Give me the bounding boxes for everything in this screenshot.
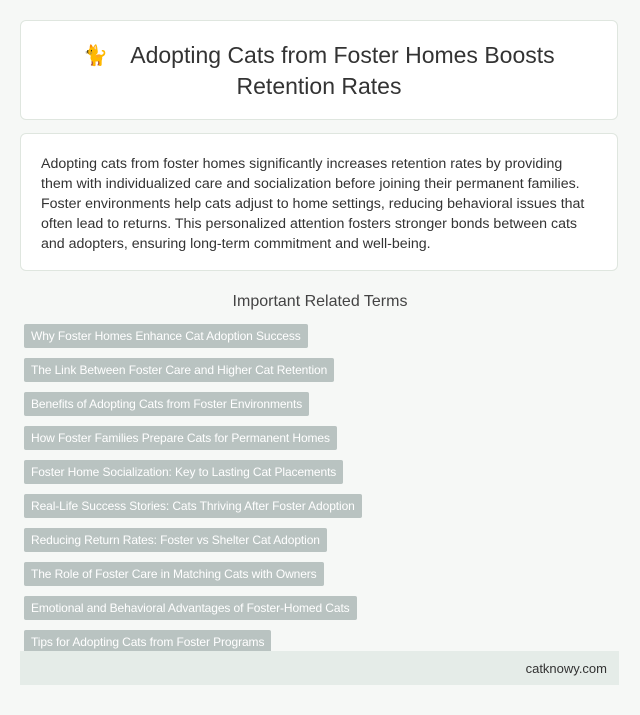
footer <box>20 651 619 685</box>
summary-text: Adopting cats from foster homes significantly increases retention rates by providing them with individualized care and socialization before joining their permanent families. Foster environments help cats adjust to home settings, reducing behavioral issues that often lead to returns. This personalized attention fosters stronger bonds between cats and adopters, ensuring long-term commitment and well-being. <box>41 156 585 252</box>
page-title-text: Adopting Cats from Foster Homes Boosts Retention Rates <box>130 41 555 99</box>
related-term-tag[interactable]: The Link Between Foster Care and Higher Cat Retention <box>24 358 334 382</box>
related-term-tag[interactable]: Tips for Adopting Cats from Foster Programs <box>24 630 271 654</box>
related-term-tag[interactable]: Benefits of Adopting Cats from Foster Environments <box>24 392 309 416</box>
cat-icon: 🐈 <box>83 44 109 67</box>
related-term-tag[interactable]: Foster Home Socialization: Key to Lasting Cat Placements <box>24 460 343 484</box>
related-term-tag[interactable]: The Role of Foster Care in Matching Cats with Owners <box>24 562 324 586</box>
page-title <box>59 40 579 101</box>
related-term-tag[interactable]: Why Foster Homes Enhance Cat Adoption Success <box>24 324 308 348</box>
related-term-tag[interactable]: Reducing Return Rates: Foster vs Shelter Cat Adoption <box>24 528 327 552</box>
header-card <box>20 20 618 120</box>
related-term-tag[interactable]: Emotional and Behavioral Advantages of Foster-Homed Cats <box>24 596 357 620</box>
summary-card <box>20 133 618 271</box>
related-terms-heading: Important Related Terms <box>232 293 408 310</box>
related-terms-list <box>24 324 604 664</box>
footer-site-name: catknowy.com <box>525 660 607 676</box>
related-term-tag[interactable]: Real-Life Success Stories: Cats Thriving After Foster Adoption <box>24 494 362 518</box>
related-term-tag[interactable]: How Foster Families Prepare Cats for Permanent Homes <box>24 426 337 450</box>
